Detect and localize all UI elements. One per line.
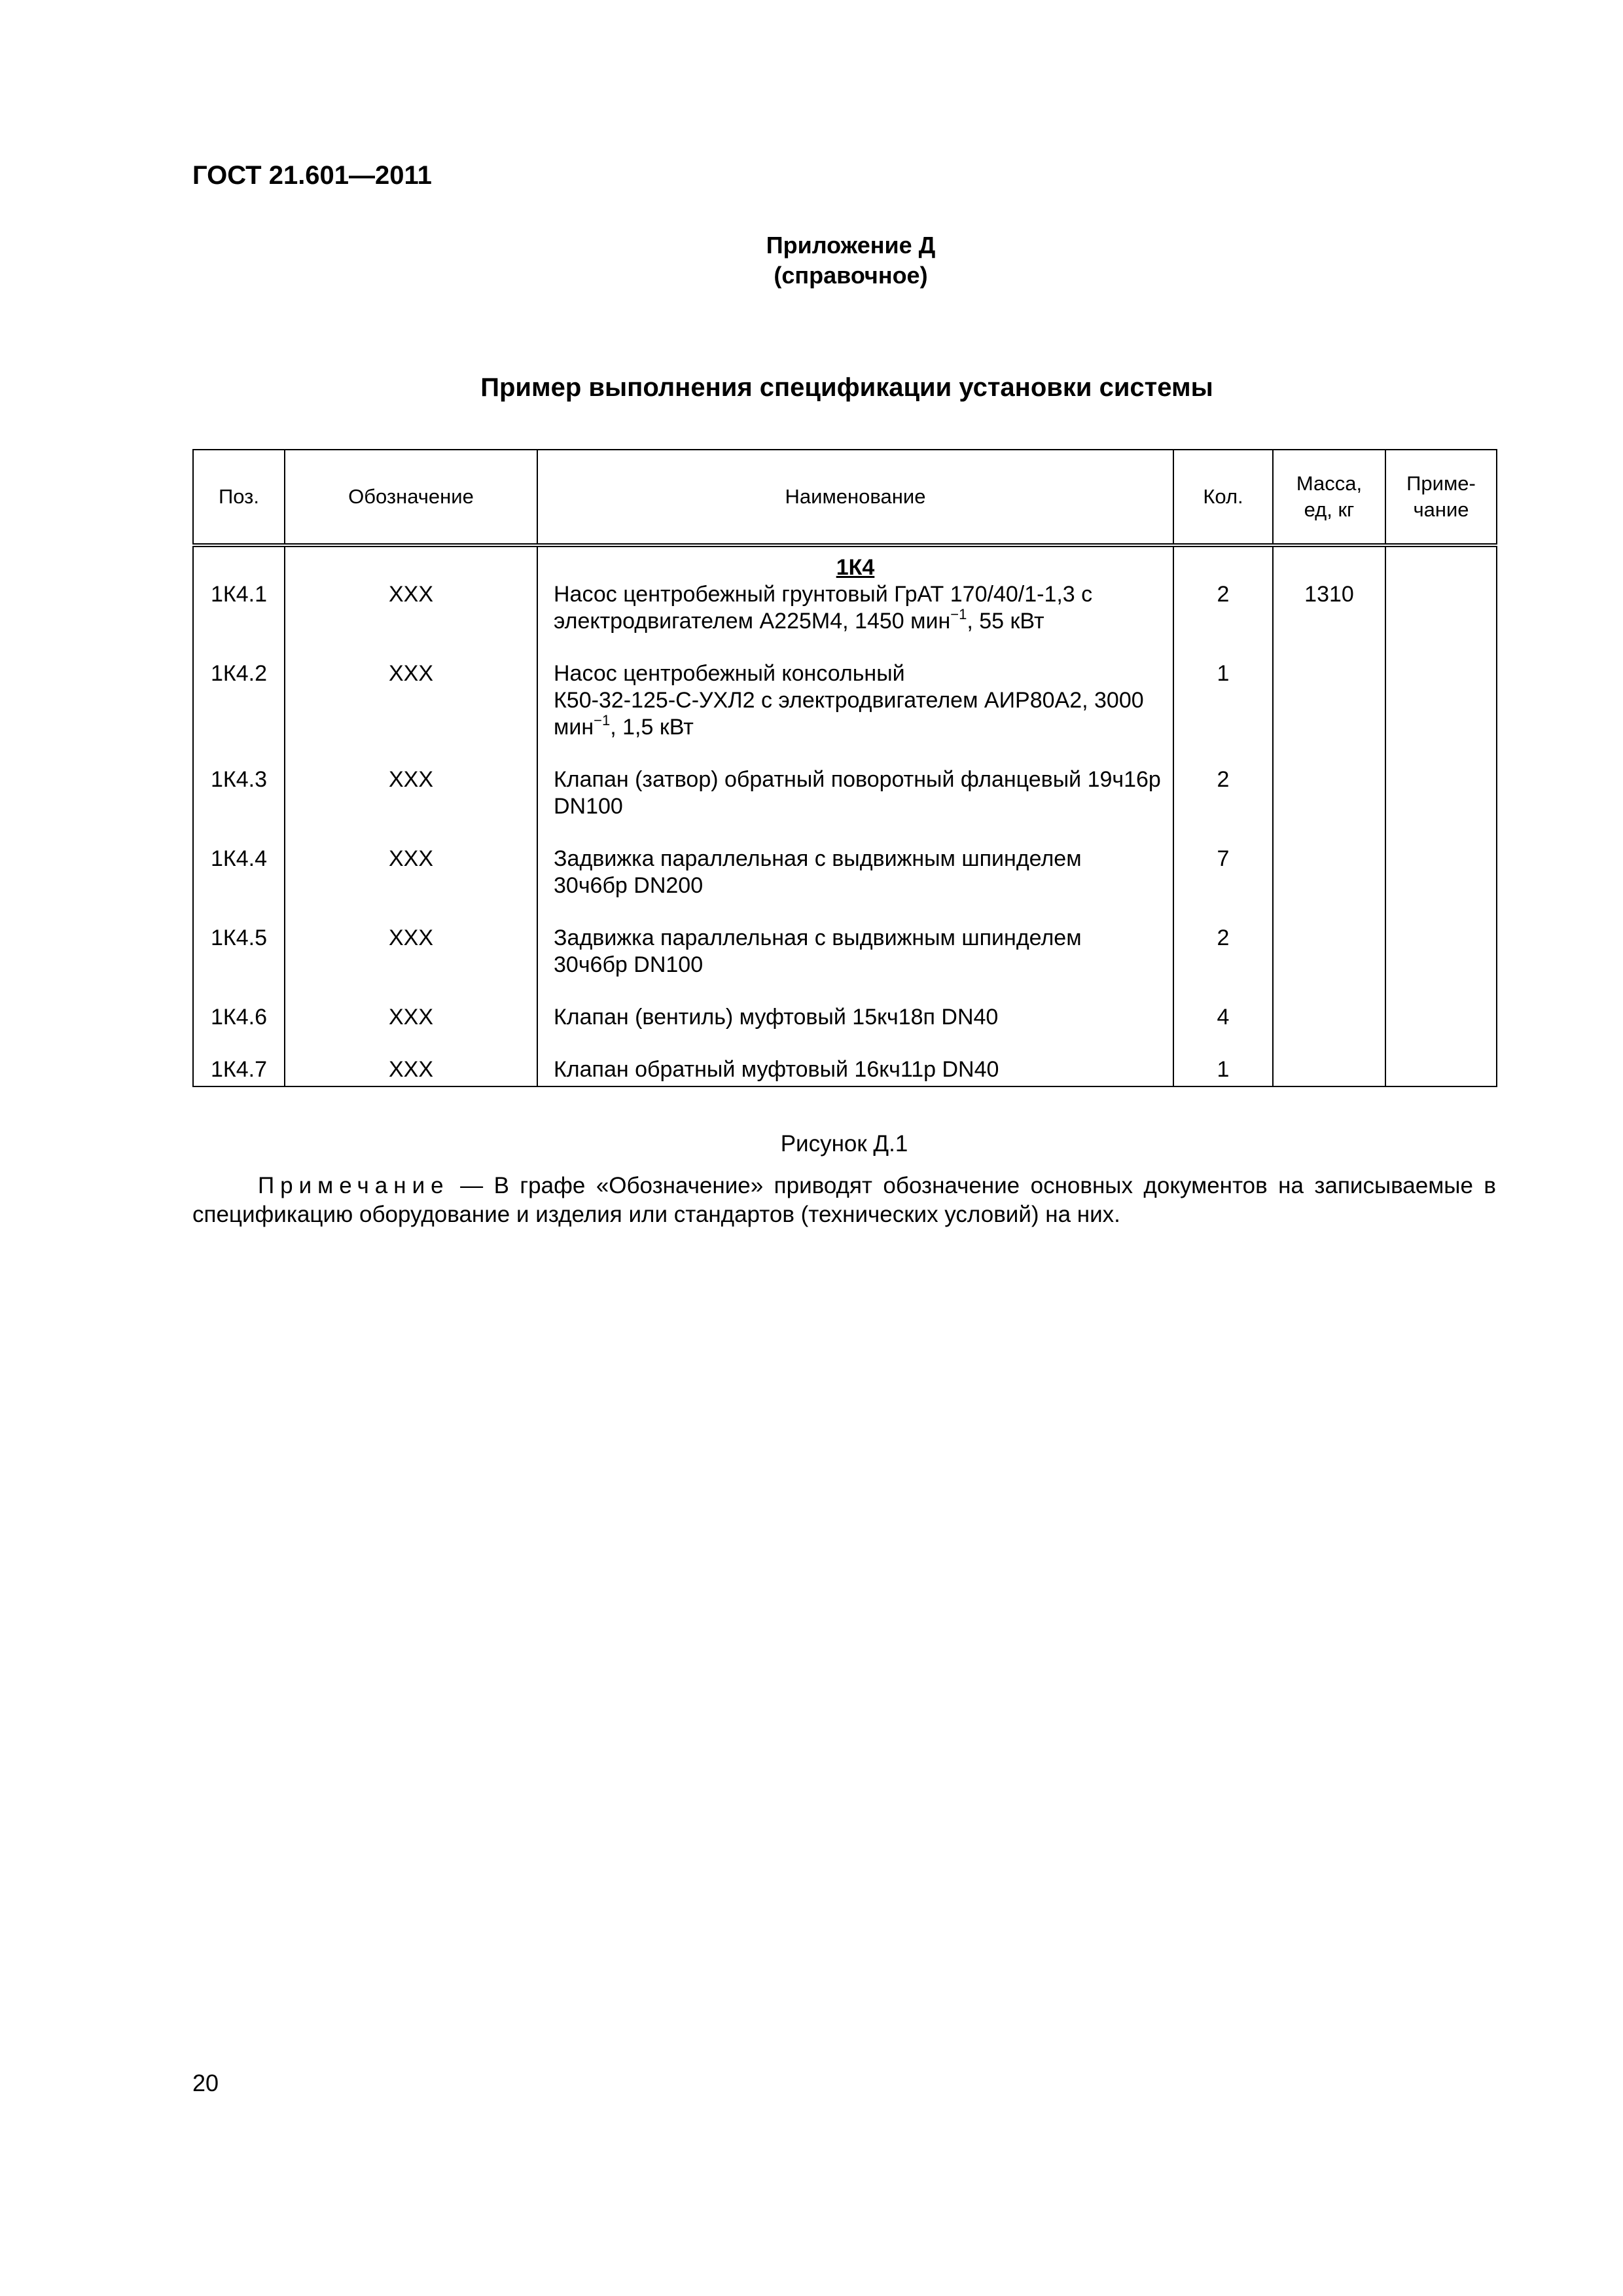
cell-name-tail: , 55 кВт	[967, 609, 1044, 634]
column-header-designation: Обозначение	[285, 450, 537, 545]
note-text: В графе «Обозначение» приводят обозначение основных документов на записываемые в спецификацию оборудование и изделия или стандартов (технических условий) на них.	[192, 1173, 1496, 1227]
cell-name	[537, 978, 1173, 1031]
cell-pos: 1К4.2	[193, 635, 285, 741]
cell-pos: 1К4.6	[193, 978, 285, 1031]
cell-note	[1385, 820, 1497, 899]
cell-mass: 1310	[1273, 581, 1385, 635]
cell-note	[1385, 899, 1497, 978]
table-row	[193, 899, 1497, 978]
cell-designation: ХХХ	[285, 1031, 537, 1086]
cell-mass	[1273, 899, 1385, 978]
cell-mass	[1273, 820, 1385, 899]
cell-pos: 1К4.1	[193, 581, 285, 635]
column-header-mass: Масса, ед, кг	[1273, 450, 1385, 545]
cell-name	[537, 741, 1173, 820]
cell-name	[537, 899, 1173, 978]
cell-pos: 1К4.5	[193, 899, 285, 978]
cell-qty: 2	[1173, 581, 1273, 635]
cell-name-text: Клапан обратный муфтовый 16кч11р DN40	[554, 1057, 999, 1082]
note-dash: —	[460, 1173, 484, 1198]
cell-name	[537, 635, 1173, 741]
cell-name	[537, 1031, 1173, 1086]
column-header-note: Приме- чание	[1385, 450, 1497, 545]
table-row	[193, 635, 1497, 741]
cell-note	[1385, 1031, 1497, 1086]
cell-mass	[1273, 635, 1385, 741]
cell-qty: 1	[1173, 635, 1273, 741]
cell-name-superscript: −1	[950, 606, 967, 622]
table-row	[193, 820, 1497, 899]
cell-pos: 1К4.7	[193, 1031, 285, 1086]
appendix-type: (справочное)	[774, 262, 928, 289]
figure-caption: Рисунок Д.1	[780, 1131, 908, 1157]
cell-name-text: Клапан (затвор) обратный поворотный фланцевый 19ч16р DN100	[554, 767, 1161, 819]
table-row	[193, 581, 1497, 635]
cell-designation: ХХХ	[285, 899, 537, 978]
cell-mass	[1273, 978, 1385, 1031]
cell-name	[537, 820, 1173, 899]
cell-name-text: Клапан (вентиль) муфтовый 15кч18п DN40	[554, 1005, 999, 1030]
cell-name-text: Задвижка параллельная с выдвижным шпинделем 30ч6бр DN200	[554, 846, 1082, 898]
table-row	[193, 741, 1497, 820]
table-row	[193, 978, 1497, 1031]
cell-designation: ХХХ	[285, 581, 537, 635]
cell-qty: 2	[1173, 899, 1273, 978]
cell-mass	[1273, 1031, 1385, 1086]
cell-qty: 1	[1173, 1031, 1273, 1086]
table-row	[193, 1031, 1497, 1086]
cell-designation: ХХХ	[285, 978, 537, 1031]
cell-note	[1385, 741, 1497, 820]
table-header-row	[193, 450, 1497, 545]
cell-mass	[1273, 741, 1385, 820]
cell-pos: 1К4.3	[193, 741, 285, 820]
cell-note	[1385, 581, 1497, 635]
cell-name-text: Насос центробежный грунтовый ГрАТ 170/40/1-1,3 с электродвигателем А225М4, 1450 мин	[554, 582, 1093, 634]
group-row	[193, 545, 1497, 581]
page-number: 20	[192, 2070, 219, 2096]
cell-note	[1385, 978, 1497, 1031]
cell-designation: ХХХ	[285, 635, 537, 741]
document-id: ГОСТ 21.601—2011	[192, 161, 432, 190]
column-header-name: Наименование	[537, 450, 1173, 545]
cell-qty: 4	[1173, 978, 1273, 1031]
column-header-pos: Поз.	[193, 450, 285, 545]
note-label: Примечание	[258, 1173, 450, 1198]
cell-name-superscript: −1	[594, 712, 611, 728]
group-label: 1К4	[537, 545, 1173, 581]
cell-pos: 1К4.4	[193, 820, 285, 899]
column-header-qty: Кол.	[1173, 450, 1273, 545]
cell-name-tail: , 1,5 кВт	[610, 715, 694, 740]
appendix-title: Приложение Д	[766, 232, 936, 259]
cell-name	[537, 581, 1173, 635]
note-paragraph	[192, 1172, 1496, 1229]
page-title: Пример выполнения спецификации установки системы	[480, 373, 1213, 402]
cell-note	[1385, 635, 1497, 741]
appendix-heading	[654, 230, 1047, 291]
cell-designation: ХХХ	[285, 820, 537, 899]
cell-name-text: Задвижка параллельная с выдвижным шпинделем 30ч6бр DN100	[554, 925, 1082, 977]
cell-qty: 2	[1173, 741, 1273, 820]
cell-name-text: Насос центробежный консольный К50-32-125-С-УХЛ2 с электродвигателем АИР80А2, 3000 мин	[554, 661, 1144, 740]
cell-qty: 7	[1173, 820, 1273, 899]
specification-table	[192, 449, 1497, 1087]
cell-designation: ХХХ	[285, 741, 537, 820]
